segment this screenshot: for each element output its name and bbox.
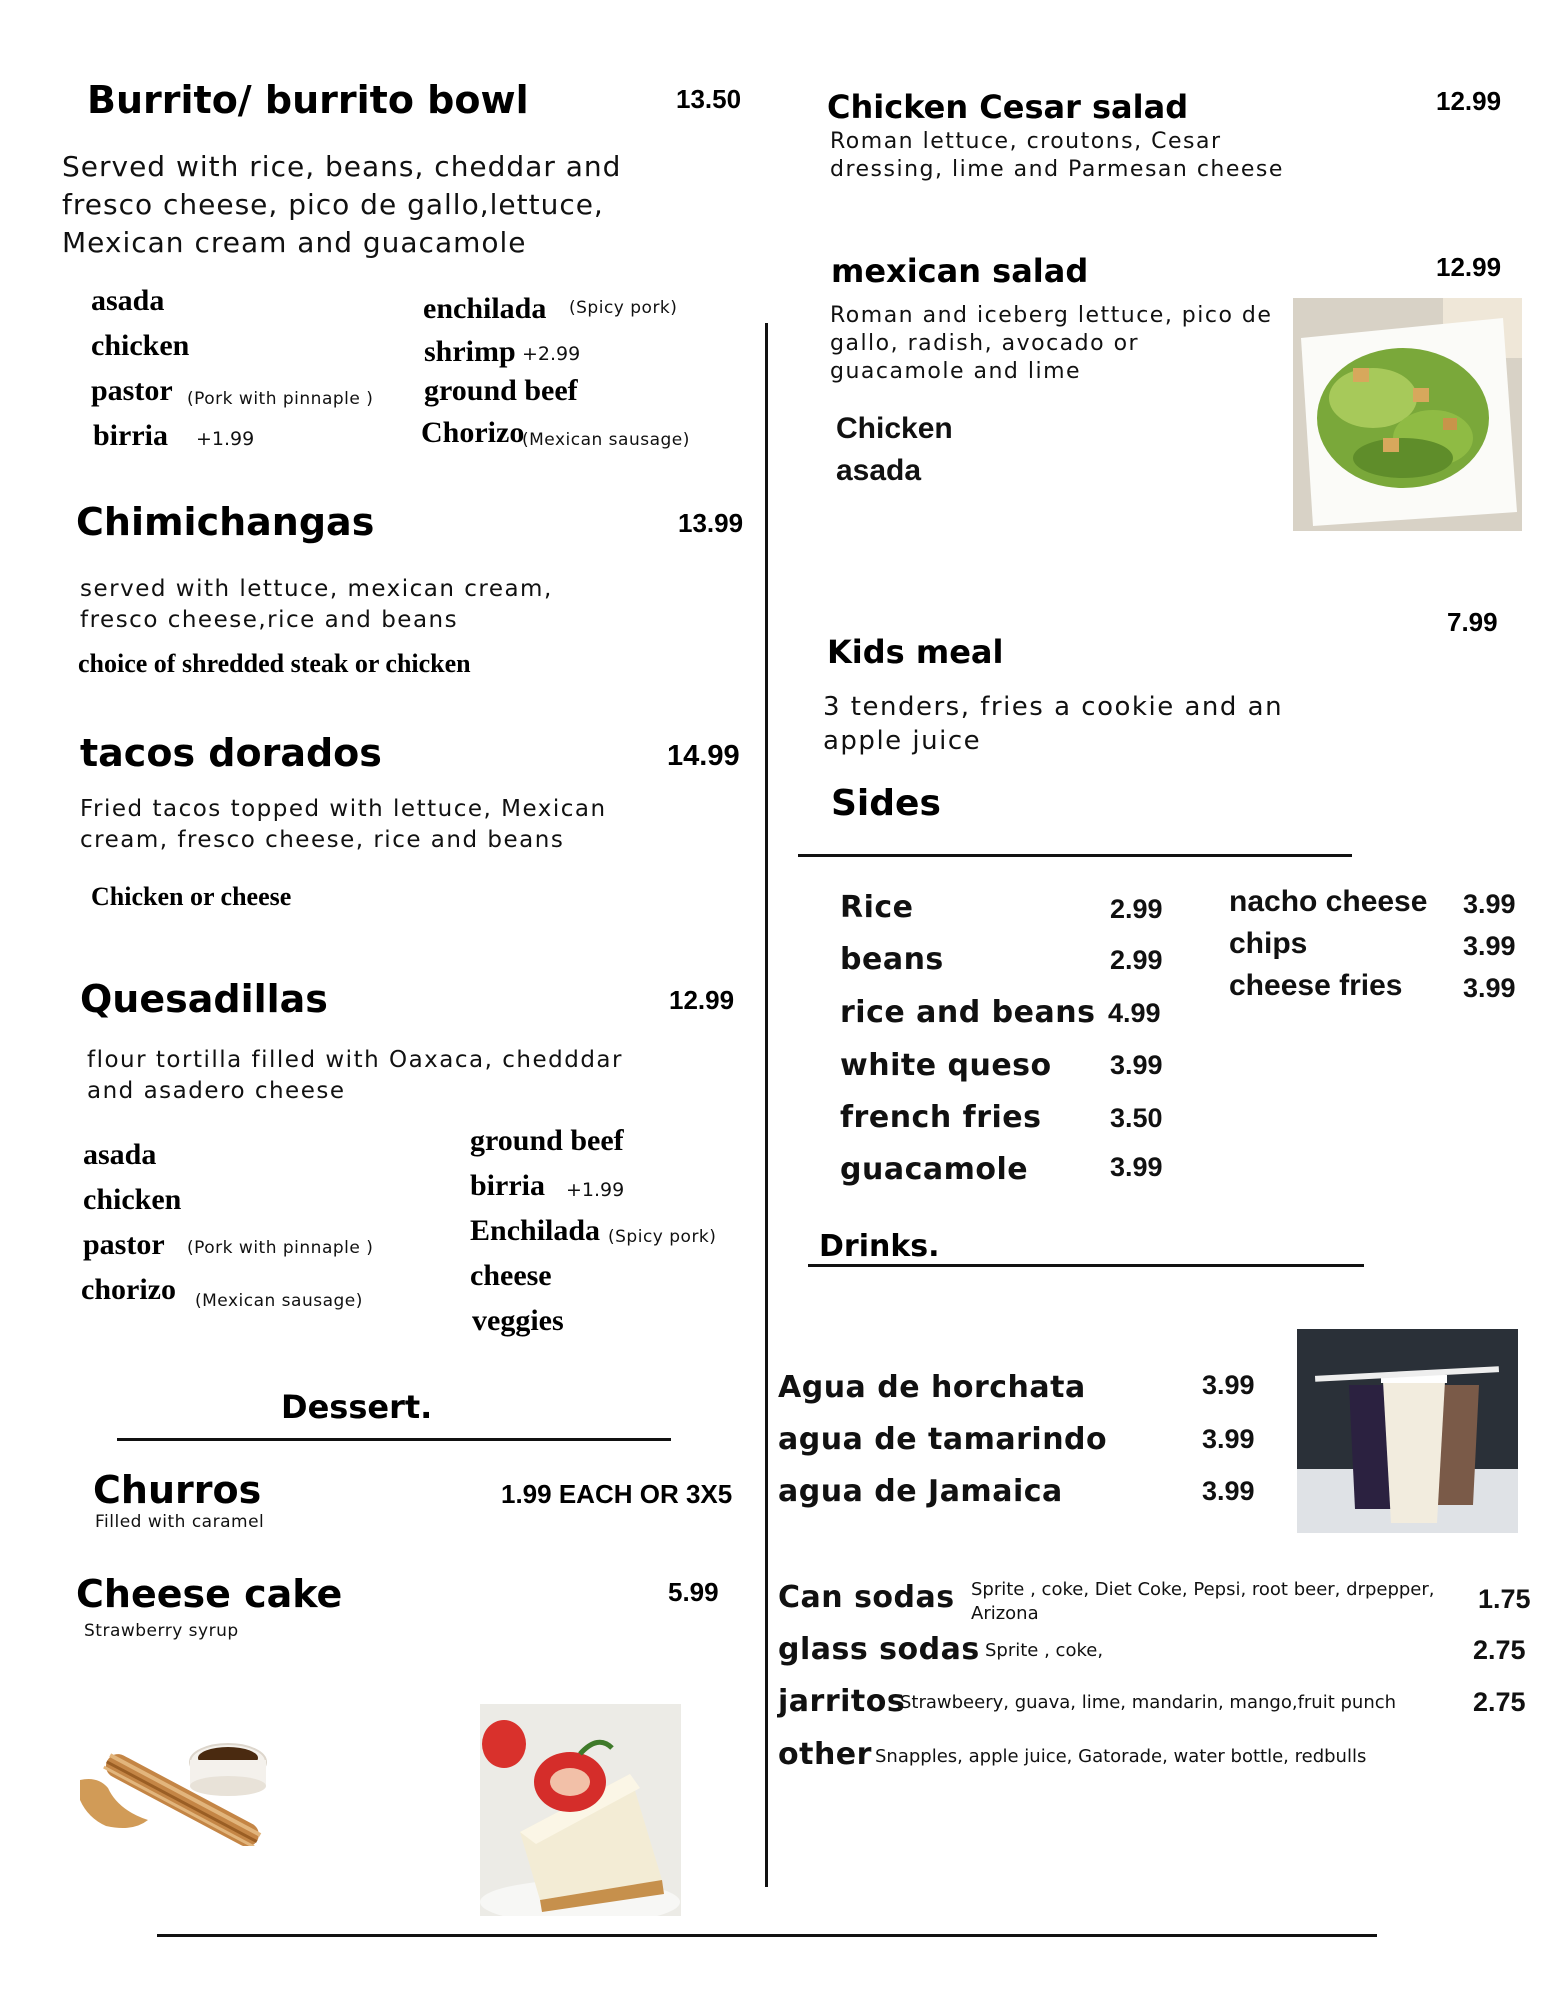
side-beans: beans xyxy=(840,942,944,977)
quesadillas-option-enchilada-note: (Spicy pork) xyxy=(608,1227,717,1247)
side-beans-price: 2.99 xyxy=(1110,945,1163,975)
chimichangas-price: 13.99 xyxy=(678,508,744,538)
quesadillas-option-asada: asada xyxy=(83,1138,157,1171)
burrito-option-pastor xyxy=(91,374,173,408)
churros-price: 1.99 EACH OR 3X5 xyxy=(501,1479,733,1509)
bottom-divider xyxy=(157,1934,1377,1937)
side-rice-and-beans: rice and beans xyxy=(840,995,1096,1030)
side-guacamole-price: 3.99 xyxy=(1110,1152,1163,1182)
side-cheese-fries-price: 3.99 xyxy=(1463,973,1516,1003)
quesadillas-option-cheese: cheese xyxy=(470,1259,552,1292)
drink-horchata-price: 3.99 xyxy=(1202,1370,1255,1400)
side-guacamole: guacamole xyxy=(840,1152,1029,1187)
quesadillas-option-veggies: veggies xyxy=(472,1304,564,1337)
option-name: chicken xyxy=(91,329,190,362)
mexican-salad-price: 12.99 xyxy=(1436,252,1502,282)
burrito-option-asada xyxy=(91,284,164,318)
drink-jamaica: agua de Jamaica xyxy=(778,1474,1063,1509)
side-rice: Rice xyxy=(840,890,914,925)
tacos-price: 14.99 xyxy=(667,740,740,772)
churros-sub: Filled with caramel xyxy=(95,1512,265,1532)
drink-jarritos: jarritos xyxy=(778,1684,906,1719)
sides-heading: Sides xyxy=(831,783,941,824)
quesadillas-option-chorizo-note: (Mexican sausage) xyxy=(195,1291,363,1311)
dessert-heading: Dessert. xyxy=(281,1388,433,1426)
side-rice-price: 2.99 xyxy=(1110,894,1163,924)
side-chips-price: 3.99 xyxy=(1463,931,1516,961)
aguas-frescas-image xyxy=(1297,1329,1518,1533)
mexican-salad-option-chicken: Chicken xyxy=(836,412,953,445)
tacos-choice: Chicken or cheese xyxy=(91,882,292,911)
churros-title: Churros xyxy=(93,1468,262,1512)
burrito-option-chorizo: Chorizo xyxy=(421,416,525,449)
burrito-option-enchilada: enchilada xyxy=(423,292,547,325)
mexican-salad-option-asada: asada xyxy=(836,454,922,487)
quesadillas-option-chicken: chicken xyxy=(83,1183,182,1216)
quesadillas-title: Quesadillas xyxy=(80,977,328,1021)
chimichangas-choice: choice of shredded steak or chicken xyxy=(78,649,471,678)
side-nacho-cheese-price: 3.99 xyxy=(1463,889,1516,919)
burrito-option-enchilada-note: (Spicy pork) xyxy=(569,298,678,318)
drinks-heading: Drinks. xyxy=(819,1229,940,1264)
salad-image xyxy=(1293,298,1522,531)
burrito-price: 13.50 xyxy=(676,84,742,114)
burrito-option-birria xyxy=(93,419,168,453)
kids-title: Kids meal xyxy=(827,633,1004,671)
side-white-queso-price: 3.99 xyxy=(1110,1050,1163,1080)
quesadillas-option-ground-beef: ground beef xyxy=(470,1124,624,1157)
burrito-option-chorizo-note: (Mexican sausage) xyxy=(522,430,690,450)
burrito-option-pastor-note: (Pork with pinnaple ) xyxy=(187,389,374,409)
quesadillas-option-pastor-note: (Pork with pinnaple ) xyxy=(187,1238,374,1258)
quesadillas-option-chorizo: chorizo xyxy=(81,1273,176,1306)
quesadillas-price: 12.99 xyxy=(669,985,735,1015)
tacos-title: tacos dorados xyxy=(80,731,382,775)
drink-horchata: Agua de horchata xyxy=(778,1370,1086,1405)
drinks-divider xyxy=(808,1264,1364,1267)
drink-can-sodas: Can sodas xyxy=(778,1580,955,1615)
mexican-salad-description: Roman and iceberg lettuce, pico de gallo, radish, avocado or guacamole and lime xyxy=(830,303,1273,384)
quesadillas-description: flour tortilla filled with Oaxaca, chedddar and asadero cheese xyxy=(87,1047,623,1104)
burrito-option-ground-beef: ground beef xyxy=(424,374,578,407)
drink-can-sodas-price: 1.75 xyxy=(1478,1584,1531,1614)
drink-tamarindo: agua de tamarindo xyxy=(778,1422,1108,1457)
drink-tamarindo-price: 3.99 xyxy=(1202,1424,1255,1454)
side-rice-and-beans-price: 4.99 xyxy=(1108,998,1161,1028)
mexican-salad-title: mexican salad xyxy=(831,252,1089,290)
column-divider xyxy=(765,323,768,1887)
chimichangas-description: served with lettuce, mexican cream, fresco cheese,rice and beans xyxy=(80,576,553,633)
drink-jarritos-price: 2.75 xyxy=(1473,1687,1526,1717)
cesar-price: 12.99 xyxy=(1436,86,1502,116)
side-cheese-fries: cheese fries xyxy=(1229,969,1403,1002)
side-white-queso: white queso xyxy=(840,1048,1052,1083)
drink-other: other xyxy=(778,1737,872,1772)
drink-other-detail: Snapples, apple juice, Gatorade, water bottle, redbulls xyxy=(875,1746,1367,1767)
churro-image xyxy=(78,1728,276,1846)
quesadillas-option-birria: birria xyxy=(470,1169,545,1202)
burrito-option-shrimp-note: +2.99 xyxy=(522,343,581,365)
side-french-fries: french fries xyxy=(840,1100,1042,1135)
option-name: birria xyxy=(93,419,168,452)
cheesecake-title: Cheese cake xyxy=(76,1572,343,1616)
quesadillas-option-pastor: pastor xyxy=(83,1228,165,1261)
burrito-title: Burrito/ burrito bowl xyxy=(87,78,529,122)
kids-price: 7.99 xyxy=(1447,607,1498,637)
burrito-option-shrimp: shrimp xyxy=(424,335,516,368)
kids-description: 3 tenders, fries a cookie and an apple juice xyxy=(823,692,1284,756)
option-name: pastor xyxy=(91,374,173,407)
side-chips: chips xyxy=(1229,927,1308,960)
cheesecake-image xyxy=(480,1704,681,1916)
drink-glass-sodas-price: 2.75 xyxy=(1473,1635,1526,1665)
option-name: asada xyxy=(91,284,165,317)
chimichangas-title: Chimichangas xyxy=(76,500,375,544)
quesadillas-option-birria-note: +1.99 xyxy=(566,1179,625,1201)
burrito-description: Served with rice, beans, cheddar and fresco cheese, pico de gallo,lettuce, Mexican cream and guacamole xyxy=(62,150,622,259)
drink-glass-sodas-detail: Sprite , coke, xyxy=(985,1640,1104,1661)
side-french-fries-price: 3.50 xyxy=(1110,1103,1163,1133)
cheesecake-price: 5.99 xyxy=(668,1577,719,1607)
quesadillas-option-enchilada: Enchilada xyxy=(470,1214,601,1247)
drink-jamaica-price: 3.99 xyxy=(1202,1476,1255,1506)
cheesecake-sub: Strawberry syrup xyxy=(84,1621,239,1641)
sides-divider xyxy=(798,854,1352,857)
drink-jarritos-detail: Strawbeery, guava, lime, mandarin, mango,fruit punch xyxy=(900,1692,1397,1713)
cesar-title: Chicken Cesar salad xyxy=(827,88,1189,126)
drink-can-sodas-detail: Sprite , coke, Diet Coke, Pepsi, root beer, drpepper, Arizona xyxy=(971,1579,1435,1624)
cesar-description: Roman lettuce, croutons, Cesar dressing, lime and Parmesan cheese xyxy=(830,129,1284,182)
burrito-option-birria-note: +1.99 xyxy=(196,428,255,450)
tacos-description: Fried tacos topped with lettuce, Mexican cream, fresco cheese, rice and beans xyxy=(80,796,607,853)
dessert-divider xyxy=(117,1438,671,1441)
side-nacho-cheese: nacho cheese xyxy=(1229,885,1428,918)
drink-glass-sodas: glass sodas xyxy=(778,1632,980,1667)
burrito-option-chicken xyxy=(91,329,189,363)
